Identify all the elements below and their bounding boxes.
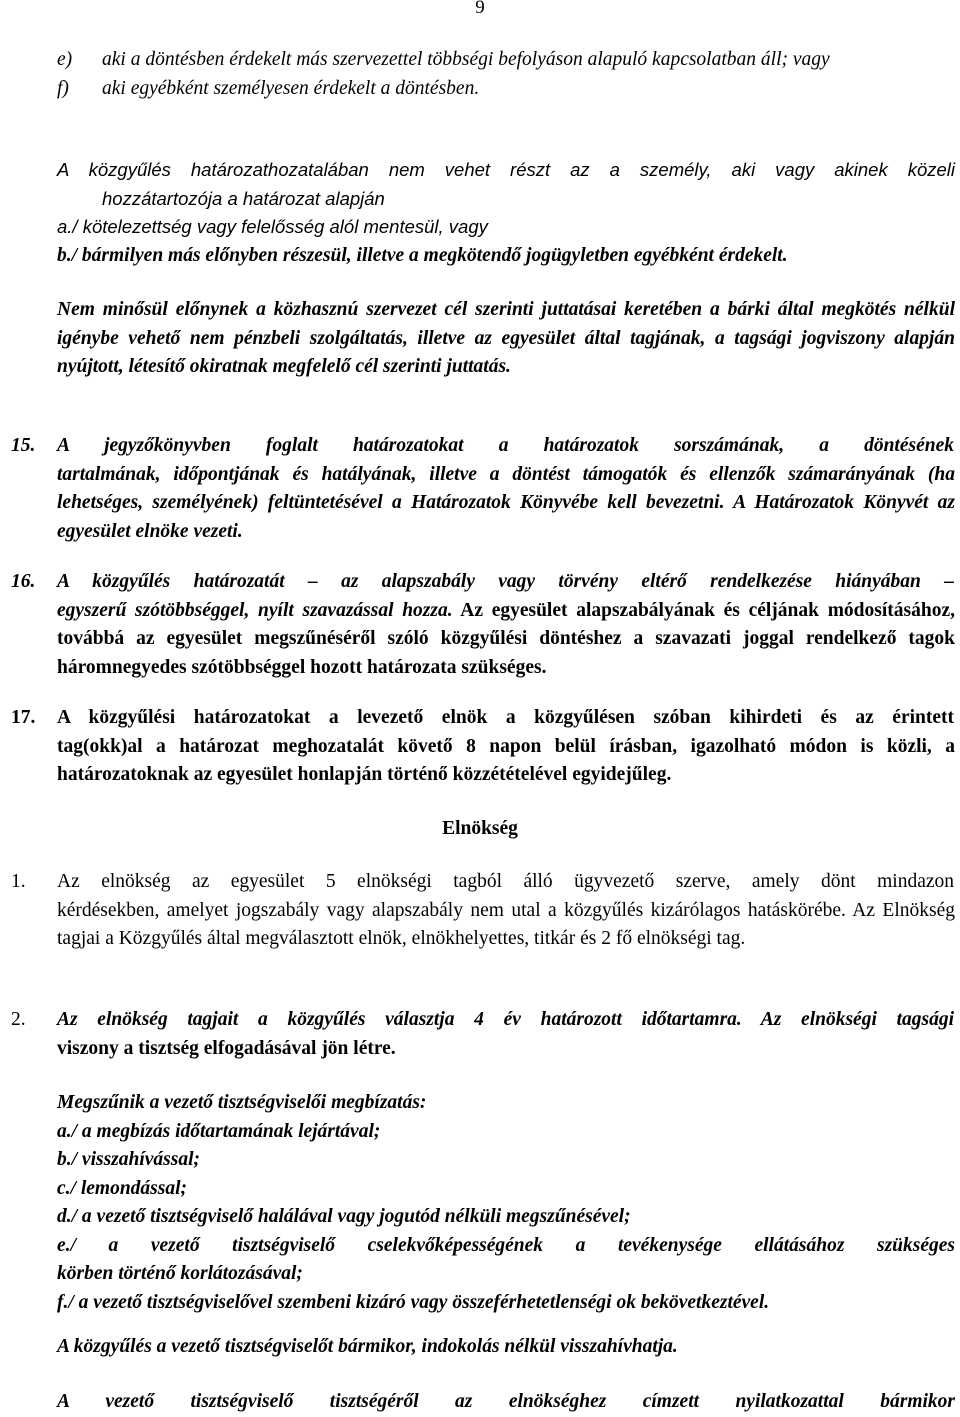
list-ef [0,46,960,103]
section-title: Elnökség [442,818,518,839]
elnokseg-2-line1: Az elnökség tagjait a közgyűlés választja 4 év határozott időtartamra. Az elnökségi tagsági [57,1009,954,1030]
elnokseg-paragraph-1 [0,868,960,954]
paragraph-16 [0,568,960,682]
recall-text: A közgyűlés a vezető tisztségviselőt bármikor, indokolás nélkül visszahívhatja. [57,1336,678,1357]
paragraph-16-line1: A közgyűlés határozatát – az alapszabály vagy törvény eltérő rendelkezése hiányában – [57,571,954,592]
paragraph-17-line1: A közgyűlési határozatokat a levezető elnök a közgyűlésen szóban kihirdeti és az érintett [57,707,954,728]
list-item-e [0,46,960,75]
exclusion-line1: A közgyűlés határozathozatalában nem vehet részt az a személy, aki vagy akinek közeli [57,159,955,180]
elnokseg-1-rest: kérdésekben, amelyet jogszabály vagy alapszabály nem utal a közgyűlés kizárólagos hatáskörébe. Az Elnökség tagjai a Közgyűlés által megválasztott elnök, elnökhelyettes, titkár és 2 fő elnökségi tag. [57,899,955,949]
list-text: aki a döntésben érdekelt más szervezettel többségi befolyáson alapuló kapcsolatban áll; vagy [102,49,830,70]
elnokseg-paragraph-2 [0,1006,960,1063]
exclusion-item-b: b./ bármilyen más előnyben részesül, illetve a megkötendő jogügyletben egyébként érdekelt. [57,244,788,266]
paragraph-number: 16. [11,571,36,592]
termination-item-a: a./ a megbízás időtartamának lejártával; [57,1120,381,1142]
termination-item-f: f./ a vezető tisztségviselővel szembeni kizáró vagy összeférhetetlenségi ok bekövetkeztével. [57,1291,770,1313]
paragraph-15 [0,432,960,546]
termination-item-e: e./ a vezető tisztségviselő cselekvőképességének a tevékenysége ellátásához szükséges [57,1234,955,1256]
paragraph-number: 1. [11,871,26,892]
paragraph-16-italic: egyszerű szótöbbséggel, nyílt szavazással hozza. [57,599,453,621]
mandate-termination [0,1089,960,1317]
paragraph-15-rest: tartalmának, időpontjának és hatályának, illetve a döntést támogatók és ellenzők számarányának (ha lehetséges, személyének) feltüntetésével a Határozatok Könyvébe kell bevezetni. A Határozatok Könyvét az egyesület elnöke vezeti. [57,463,955,542]
exclusion-line2: hozzátartozója a határozat alapján [102,187,385,209]
paragraph-number: 15. [11,435,36,456]
list-label: e) [57,49,73,70]
paragraph-16-bold: Az egyesület alapszabályának és céljának módosításához, továbbá az egyesület megszűnéséről szóló közgyűlési döntéshez a szavazati joggal rendelkező tagok háromnegyedes szótöbbséggel hozott határozata szükséges. [57,599,955,678]
list-text: aki egyébként személyesen érdekelt a döntésben. [102,77,480,99]
list-item-f [0,75,960,104]
termination-item-b: b./ visszahívással; [57,1149,201,1170]
termination-item-d: d./ a vezető tisztségviselő halálával vagy jogutód nélküli megszűnésével; [57,1206,631,1227]
benefit-exception [0,296,960,382]
elnokseg-2-rest: viszony a tisztség elfogadásával jön létre. [57,1037,396,1059]
benefit-exception-text: Nem minősül előnynek a közhasznú szervezet cél szerinti juttatásai keretében a bárki által megkötés nélkül igénybe vehető nem pénzbeli szolgáltatás, illetve az egyesület által tagjának, a tagsági jogviszony alapján nyújtott, létesítő okiratnak megfelelő cél szerinti juttatás. [57,299,955,377]
page-number: 9 [475,0,485,18]
termination-item-e-cont: körben történő korlátozásával; [57,1263,303,1284]
paragraph-15-line1: A jegyzőkönyvben foglalt határozatokat a határozatok sorszámának, a döntésének [57,435,954,456]
paragraph-number: 2. [11,1009,26,1030]
recall-statement [0,1333,960,1362]
resignation-statement [0,1388,960,1417]
list-label: f) [57,77,69,99]
termination-title: Megszűnik a vezető tisztségviselői megbízatás: [57,1092,427,1113]
paragraph-17-rest: tag(okk)al a határozat meghozatalát követő 8 napon belül írásban, igazolható módon is közli, a határozatoknak az egyesület honlapján történő közzétételével egyidejűleg. [57,735,955,785]
elnokseg-1-line1: Az elnökség az egyesület 5 elnökségi tagból álló ügyvezető szerve, amely dönt mindazon [57,871,954,892]
exclusion-item-a: a./ kötelezettség vagy felelősség alól mentesül, vagy [57,216,488,237]
resignation-text: A vezető tisztségviselő tisztségéről az elnökséghez címzett nyilatkozattal bármikor [57,1391,955,1412]
termination-item-c: c./ lemondással; [57,1177,187,1199]
paragraph-17 [0,704,960,790]
kozgyules-exclusion [0,156,960,270]
paragraph-number: 17. [11,707,36,728]
